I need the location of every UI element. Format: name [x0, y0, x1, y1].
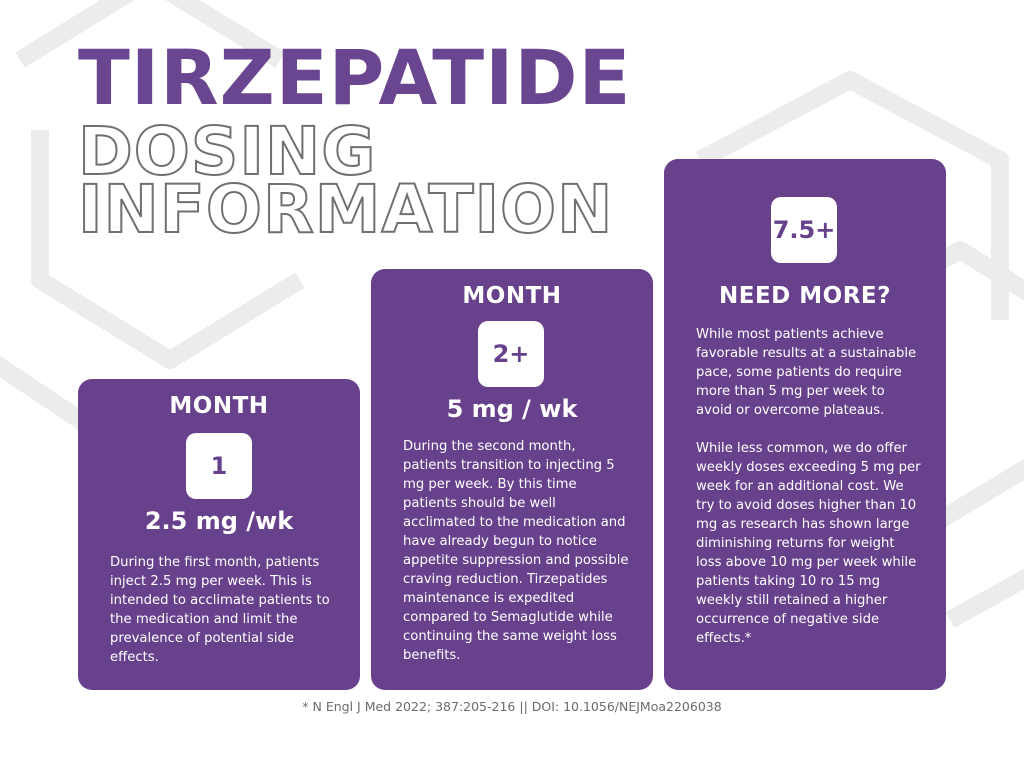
page-subtitle-line-2: INFORMATION — [78, 171, 614, 248]
month-1-card — [78, 379, 360, 690]
month-number-badge: 1 — [186, 433, 252, 499]
paragraph-spacer — [696, 420, 924, 439]
higher-dose-description — [696, 325, 924, 648]
month-label: MONTH — [462, 283, 562, 309]
page-subtitle-line-1: DOSING — [78, 113, 377, 190]
description-paragraph-2: While less common, we do offer weekly doses exceeding 5 mg per week for an additional cost. We try to avoid doses higher than 10 mg as research has shown large diminishing returns for weight loss above 10 mg per week while patients taking 10 ro 15 mg weekly still retained a higher occurrence of negative side effects.* — [696, 441, 921, 646]
dose-description: During the second month, patients transition to injecting 5 mg per week. By this time patients should be well acclimated to the medication and have already begun to notice appetite suppression and possible craving reduction. Tirzepatides maintenance is expedited compared to Semaglutide while continuing the same weight loss benefits. — [403, 439, 629, 663]
page-title: TIRZEPATIDE — [78, 33, 632, 122]
description-paragraph-1: While most patients achieve favorable results at a sustainable pace, some patients do require more than 5 mg per week to avoid or overcome plateaus. — [696, 327, 917, 418]
month-label: MONTH — [169, 393, 269, 419]
need-more-heading: NEED MORE? — [719, 283, 891, 309]
citation-footnote: * N Engl J Med 2022; 387:205-216 || DOI: 10.1056/NEJMoa2206038 — [302, 699, 722, 714]
higher-dose-card — [664, 159, 946, 690]
dose-amount: 2.5 mg /wk — [144, 507, 294, 535]
dose-description: During the first month, patients inject 2.5 mg per week. This is intended to acclimate patients to the medication and limit the prevalence of potential side effects. — [110, 555, 330, 665]
dose-amount: 5 mg / wk — [446, 395, 578, 423]
month-number-badge: 2+ — [478, 321, 544, 387]
month-2-card — [371, 269, 653, 690]
dose-badge: 7.5+ — [771, 197, 837, 263]
